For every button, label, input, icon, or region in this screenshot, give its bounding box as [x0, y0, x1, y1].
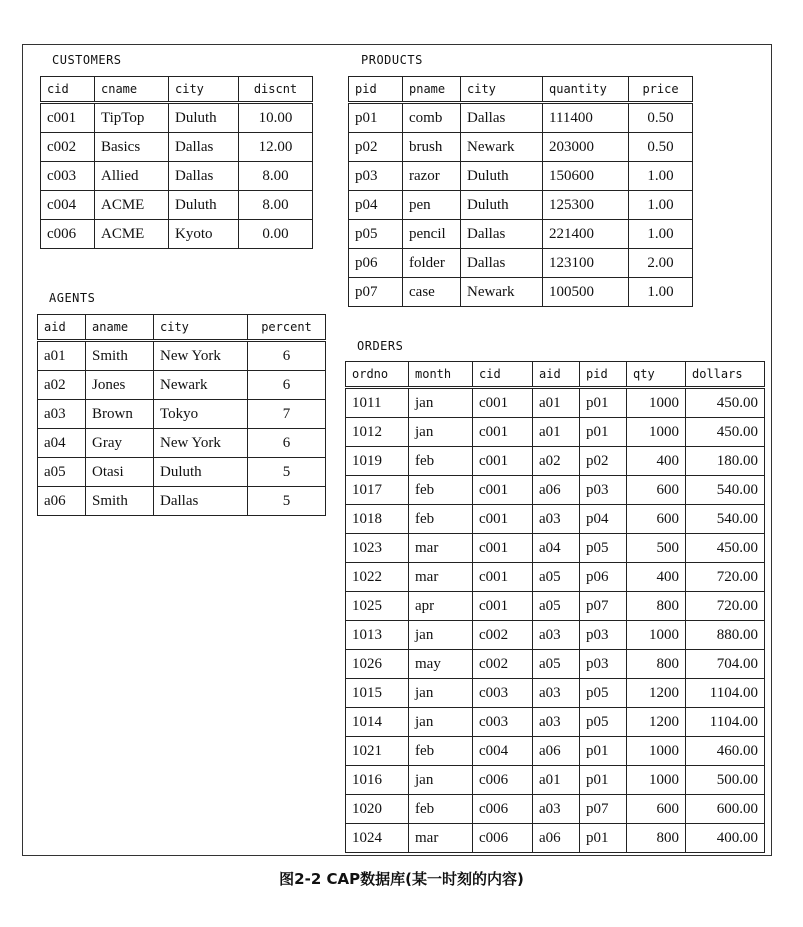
table-cell: 1026 [346, 650, 409, 679]
table-cell: New York [154, 429, 248, 458]
table-cell: 1.00 [629, 191, 693, 220]
table-cell: a01 [38, 341, 86, 371]
table-cell: c004 [473, 737, 533, 766]
table-cell: Dallas [169, 133, 239, 162]
table-cell: 1018 [346, 505, 409, 534]
column-header: percent [248, 315, 326, 341]
table-row [346, 621, 765, 650]
table-cell: jan [409, 418, 473, 447]
products-table [348, 76, 693, 307]
table-cell: 1020 [346, 795, 409, 824]
table-cell: 1014 [346, 708, 409, 737]
table-row [41, 103, 313, 133]
table-cell: 6 [248, 429, 326, 458]
column-header: cid [473, 362, 533, 388]
table-row [349, 278, 693, 307]
table-cell: 1000 [627, 621, 686, 650]
column-header: aid [38, 315, 86, 341]
table-cell: feb [409, 476, 473, 505]
table-row [346, 447, 765, 476]
table-cell: p05 [580, 534, 627, 563]
table-cell: jan [409, 621, 473, 650]
table-cell: Newark [461, 133, 543, 162]
table-cell: pencil [403, 220, 461, 249]
table-cell: Newark [154, 371, 248, 400]
table-cell: a04 [533, 534, 580, 563]
table-cell: 1015 [346, 679, 409, 708]
table-cell: p03 [349, 162, 403, 191]
table-row [38, 487, 326, 516]
table-cell: a03 [533, 708, 580, 737]
table-cell: 1016 [346, 766, 409, 795]
table-cell: c004 [41, 191, 95, 220]
table-cell: p05 [349, 220, 403, 249]
table-cell: 125300 [543, 191, 629, 220]
table-cell: Allied [95, 162, 169, 191]
table-cell: 111400 [543, 103, 629, 133]
table-cell: 6 [248, 341, 326, 371]
column-header: quantity [543, 77, 629, 103]
table-cell: comb [403, 103, 461, 133]
table-row [41, 191, 313, 220]
table-cell: Jones [86, 371, 154, 400]
table-cell: p05 [580, 679, 627, 708]
table-cell: 8.00 [239, 162, 313, 191]
table-cell: a05 [533, 592, 580, 621]
table-cell: Dallas [461, 103, 543, 133]
table-cell: 1011 [346, 388, 409, 418]
table-cell: c001 [473, 505, 533, 534]
table-cell: Gray [86, 429, 154, 458]
table-cell: 1.00 [629, 162, 693, 191]
table-cell: a03 [38, 400, 86, 429]
table-cell: p03 [580, 650, 627, 679]
table-cell: 1024 [346, 824, 409, 853]
table-cell: feb [409, 505, 473, 534]
table-cell: a06 [533, 476, 580, 505]
table-row [349, 162, 693, 191]
column-header: city [154, 315, 248, 341]
table-cell: c003 [473, 708, 533, 737]
table-cell: p04 [349, 191, 403, 220]
table-row [346, 795, 765, 824]
table-cell: a02 [38, 371, 86, 400]
table-row [41, 162, 313, 191]
table-cell: 1017 [346, 476, 409, 505]
table-cell: 150600 [543, 162, 629, 191]
column-header: discnt [239, 77, 313, 103]
table-cell: 203000 [543, 133, 629, 162]
table-cell: a06 [533, 737, 580, 766]
table-cell: 600 [627, 476, 686, 505]
table-cell: case [403, 278, 461, 307]
table-cell: 180.00 [686, 447, 765, 476]
table-cell: a03 [533, 505, 580, 534]
table-cell: c003 [473, 679, 533, 708]
table-cell: Smith [86, 341, 154, 371]
table-cell: a01 [533, 766, 580, 795]
table-cell: Duluth [461, 191, 543, 220]
table-cell: c006 [473, 795, 533, 824]
table-cell: 1023 [346, 534, 409, 563]
table-cell: 5 [248, 458, 326, 487]
agents-table [37, 314, 326, 516]
column-header: city [169, 77, 239, 103]
column-header: pid [349, 77, 403, 103]
table-cell: 0.50 [629, 103, 693, 133]
table-row [38, 400, 326, 429]
table-cell: 1.00 [629, 278, 693, 307]
table-cell: 10.00 [239, 103, 313, 133]
table-cell: c006 [473, 824, 533, 853]
table-cell: 100500 [543, 278, 629, 307]
table-row [41, 133, 313, 162]
table-cell: razor [403, 162, 461, 191]
table-row [346, 679, 765, 708]
column-header: month [409, 362, 473, 388]
table-cell: 704.00 [686, 650, 765, 679]
table-cell: 450.00 [686, 534, 765, 563]
table-cell: c002 [473, 650, 533, 679]
table-cell: mar [409, 563, 473, 592]
table-row [346, 534, 765, 563]
table-cell: 12.00 [239, 133, 313, 162]
customers-table [40, 76, 313, 249]
table-row [349, 191, 693, 220]
table-cell: pen [403, 191, 461, 220]
table-cell: p02 [580, 447, 627, 476]
agents-title: AGENTS [49, 291, 96, 305]
table-cell: p04 [580, 505, 627, 534]
table-cell: 1000 [627, 418, 686, 447]
table-cell: Dallas [461, 249, 543, 278]
table-cell: 1012 [346, 418, 409, 447]
table-cell: a05 [38, 458, 86, 487]
table-cell: Dallas [461, 220, 543, 249]
table-row [346, 737, 765, 766]
table-cell: 123100 [543, 249, 629, 278]
figure-caption: 图2-2 CAP数据库(某一时刻的内容) [279, 870, 524, 888]
table-row [349, 220, 693, 249]
table-cell: c001 [473, 563, 533, 592]
table-cell: c001 [473, 592, 533, 621]
column-header: cname [95, 77, 169, 103]
table-cell: jan [409, 679, 473, 708]
table-cell: 1000 [627, 737, 686, 766]
table-cell: mar [409, 534, 473, 563]
table-row [349, 103, 693, 133]
table-cell: a01 [533, 388, 580, 418]
table-cell: Otasi [86, 458, 154, 487]
column-header: pid [580, 362, 627, 388]
table-cell: 720.00 [686, 563, 765, 592]
table-cell: Brown [86, 400, 154, 429]
table-cell: may [409, 650, 473, 679]
table-cell: jan [409, 388, 473, 418]
customers-title: CUSTOMERS [52, 53, 122, 67]
table-cell: c003 [41, 162, 95, 191]
table-cell: p03 [580, 476, 627, 505]
table-cell: Smith [86, 487, 154, 516]
table-cell: Basics [95, 133, 169, 162]
table-row [346, 563, 765, 592]
table-row [346, 824, 765, 853]
table-cell: 450.00 [686, 418, 765, 447]
table-cell: 1013 [346, 621, 409, 650]
table-cell: p05 [580, 708, 627, 737]
table-cell: c006 [41, 220, 95, 249]
table-row [346, 476, 765, 505]
table-row [38, 341, 326, 371]
table-cell: p07 [349, 278, 403, 307]
table-row [346, 505, 765, 534]
table-cell: 1200 [627, 679, 686, 708]
table-row [349, 133, 693, 162]
table-cell: 800 [627, 650, 686, 679]
table-cell: Dallas [169, 162, 239, 191]
table-cell: 2.00 [629, 249, 693, 278]
table-row [349, 249, 693, 278]
table-cell: feb [409, 447, 473, 476]
table-cell: p07 [580, 795, 627, 824]
table-cell: a01 [533, 418, 580, 447]
column-header: qty [627, 362, 686, 388]
table-cell: Kyoto [169, 220, 239, 249]
table-cell: p01 [580, 388, 627, 418]
table-cell: 1104.00 [686, 708, 765, 737]
table-cell: c001 [473, 534, 533, 563]
table-cell: 400 [627, 563, 686, 592]
table-cell: p01 [580, 824, 627, 853]
table-cell: 500 [627, 534, 686, 563]
table-row [38, 371, 326, 400]
table-cell: 880.00 [686, 621, 765, 650]
table-cell: c001 [473, 388, 533, 418]
table-cell: New York [154, 341, 248, 371]
table-cell: 500.00 [686, 766, 765, 795]
table-cell: Newark [461, 278, 543, 307]
table-cell: p06 [580, 563, 627, 592]
table-cell: p06 [349, 249, 403, 278]
table-cell: c001 [473, 418, 533, 447]
table-cell: 720.00 [686, 592, 765, 621]
table-cell: 540.00 [686, 476, 765, 505]
table-cell: ACME [95, 220, 169, 249]
table-row [346, 766, 765, 795]
table-row [346, 592, 765, 621]
table-cell: 600.00 [686, 795, 765, 824]
column-header: ordno [346, 362, 409, 388]
table-cell: a03 [533, 621, 580, 650]
table-cell: p01 [580, 766, 627, 795]
table-cell: Duluth [461, 162, 543, 191]
table-cell: 1.00 [629, 220, 693, 249]
table-cell: Duluth [169, 191, 239, 220]
table-cell: Duluth [169, 103, 239, 133]
table-cell: 400 [627, 447, 686, 476]
table-cell: 400.00 [686, 824, 765, 853]
table-cell: brush [403, 133, 461, 162]
table-cell: TipTop [95, 103, 169, 133]
orders-title: ORDERS [357, 339, 404, 353]
table-cell: a05 [533, 563, 580, 592]
table-cell: Duluth [154, 458, 248, 487]
table-cell: c001 [41, 103, 95, 133]
table-cell: 0.00 [239, 220, 313, 249]
table-cell: mar [409, 824, 473, 853]
table-cell: 1021 [346, 737, 409, 766]
table-cell: p01 [580, 737, 627, 766]
table-cell: apr [409, 592, 473, 621]
table-cell: 800 [627, 592, 686, 621]
table-cell: 5 [248, 487, 326, 516]
table-cell: c001 [473, 476, 533, 505]
table-cell: c006 [473, 766, 533, 795]
table-cell: 1022 [346, 563, 409, 592]
table-cell: Tokyo [154, 400, 248, 429]
table-cell: jan [409, 708, 473, 737]
table-cell: c002 [473, 621, 533, 650]
column-header: cid [41, 77, 95, 103]
table-cell: 1019 [346, 447, 409, 476]
column-header: dollars [686, 362, 765, 388]
table-cell: 800 [627, 824, 686, 853]
table-cell: feb [409, 737, 473, 766]
table-cell: 450.00 [686, 388, 765, 418]
table-row [38, 429, 326, 458]
table-cell: a06 [38, 487, 86, 516]
table-cell: 460.00 [686, 737, 765, 766]
table-cell: 540.00 [686, 505, 765, 534]
table-cell: ACME [95, 191, 169, 220]
table-cell: jan [409, 766, 473, 795]
table-cell: a03 [533, 795, 580, 824]
table-cell: folder [403, 249, 461, 278]
table-cell: 1200 [627, 708, 686, 737]
table-cell: Dallas [154, 487, 248, 516]
products-title: PRODUCTS [361, 53, 423, 67]
table-cell: p01 [349, 103, 403, 133]
table-cell: 1104.00 [686, 679, 765, 708]
table-cell: 1025 [346, 592, 409, 621]
column-header: price [629, 77, 693, 103]
table-row [346, 418, 765, 447]
table-cell: p01 [580, 418, 627, 447]
table-cell: feb [409, 795, 473, 824]
table-cell: 600 [627, 795, 686, 824]
table-cell: p02 [349, 133, 403, 162]
column-header: aname [86, 315, 154, 341]
table-cell: a03 [533, 679, 580, 708]
table-cell: a05 [533, 650, 580, 679]
table-cell: a04 [38, 429, 86, 458]
table-row [346, 388, 765, 418]
table-cell: c002 [41, 133, 95, 162]
table-cell: 1000 [627, 766, 686, 795]
table-row [346, 708, 765, 737]
table-row [41, 220, 313, 249]
table-cell: 7 [248, 400, 326, 429]
table-cell: 8.00 [239, 191, 313, 220]
column-header: city [461, 77, 543, 103]
table-cell: p07 [580, 592, 627, 621]
column-header: pname [403, 77, 461, 103]
orders-table [345, 361, 765, 853]
table-cell: 6 [248, 371, 326, 400]
table-cell: 221400 [543, 220, 629, 249]
table-cell: 0.50 [629, 133, 693, 162]
table-row [38, 458, 326, 487]
table-cell: c001 [473, 447, 533, 476]
table-cell: a06 [533, 824, 580, 853]
table-cell: 1000 [627, 388, 686, 418]
column-header: aid [533, 362, 580, 388]
table-cell: p03 [580, 621, 627, 650]
table-cell: 600 [627, 505, 686, 534]
table-cell: a02 [533, 447, 580, 476]
table-row [346, 650, 765, 679]
